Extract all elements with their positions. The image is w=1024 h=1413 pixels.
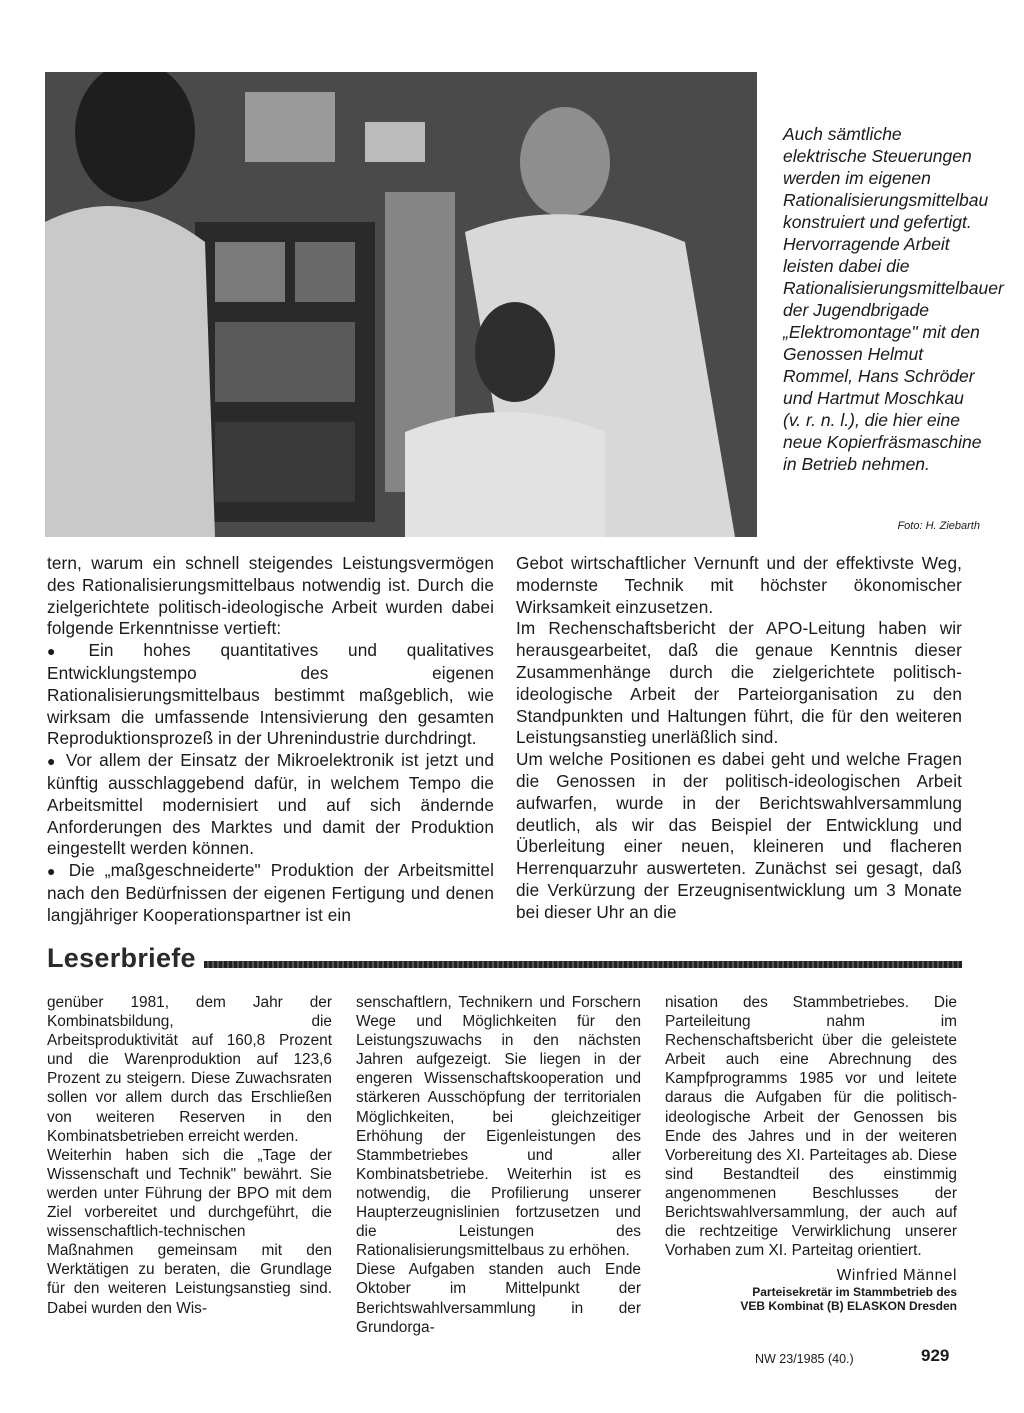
paragraph: Um welche Positionen es dabei geht und welche Fragen die Genossen in der politisch-ideologischen Arbeit aufwarfen, wurde in der Berichtswahlversammlung deutlich, als wir das Beispiel der Entwicklung und Überleitung einer neuen, kleineren und flacheren Herrenquarzuhr auswerteten. Zunächst sei gesagt, daß die Verkürzung der Erzeugnisentwicklung um 3 Monate bei dieser Uhr an die <box>516 749 962 922</box>
signature-role: VEB Kombinat (B) ELASKON Dresden <box>740 1299 957 1314</box>
signature-name: Winfried Männel <box>836 1267 957 1285</box>
paragraph: Diese Aufgaben standen auch Ende Oktober im Mittelpunkt der Berichtswahlversammlung in der Grundorga- <box>356 1261 641 1336</box>
paragraph: senschaftlern, Technikern und Forschern Wege und Möglichkeiten für den Leistungszuwachs in den nächsten Jahren aufgezeigt. Sie liegen in der engeren Wissenschaftskooperation und stärkeren Ausschöpfung der territorialen Möglichkeiten, bei gleichzeitiger Erhöhung der Eigenleistungen des Stammbetriebes und aller Kombinatsbetriebe. Weiterhin ist es notwendig, die Profilierung unserer Haupterzeugnislinien fortzusetzen und die Leistungen des Rationalisierungsmittelbaus zu erhöhen. <box>356 994 641 1260</box>
section-rule <box>204 961 962 968</box>
bullet-text: Ein hohes quantitatives und qualitatives Entwicklungstempo des eigenen Rationalisierungsmittelbaus bestimmt maßgeblich, wie wirksam die umfassende Intensivierung den gesamten Reproduktionsprozeß in der Uhrenindustrie durchdringt. <box>47 640 494 749</box>
article-column-left <box>47 553 494 927</box>
bullet-text: Vor allem der Einsatz der Mikroelektronik ist jetzt und künftig ausschlaggebend dafür, in welchem Tempo die Arbeitsmittel modernisiert und auf sich ändernde Anforderungen des Marktes und damit der Produktion eingestellt werden können. <box>47 750 494 859</box>
article-photo <box>45 72 757 537</box>
photo-caption: Auch sämtliche elektrische Steuerungen werden im eigenen Rationalisierungsmittelbau konstruiert und gefertigt. Hervorragende Arbeit leisten dabei die Rationalisierungsmittelbauer der Jugendbrigade „Elektromontage" mit den Genossen Helmut Rommel, Hans Schröder und Hartmut Moschkau (v. r. n. l.), die hier eine neue Kopierfräsmaschine in Betrieb nehmen. <box>783 124 1004 474</box>
bullet-paragraph <box>47 640 494 750</box>
photo-workers-at-control-cabinet-icon <box>45 72 757 537</box>
section-header <box>47 938 962 978</box>
letters-column-3 <box>665 993 957 1313</box>
paragraph: nisation des Stammbetriebes. Die Parteileitung nahm im Rechenschaftsbericht über die geleistete Arbeit auch eine Abrechnung des Kampfprogramms 1985 vor und leitete daraus die Aufgaben für die politisch-ideologische Arbeit der Genossen bis Ende des Jahres und in der weiteren Vorbereitung des XI. Parteitages ab. Diese sind Bestandteil des einstimmig angenommenen Beschlusses der Berichtswahlversammlung, der auch auf die rechtzeitige Verwirklichung unserer Vorhaben zum XI. Parteitag orientiert. <box>665 994 957 1260</box>
paragraph: genüber 1981, dem Jahr der Kombinatsbildung, die Arbeitsproduktivität auf 160,8 Prozent und die Warenproduktion auf 123,6 Prozent zu steigern. Diese Zuwachsraten sollen vor allem durch das Erschließen von weiteren Reserven in den Kombinatsbetrieben erreicht werden. <box>47 994 332 1145</box>
photo-credit: Foto: H. Ziebarth <box>897 520 980 532</box>
letters-column-1 <box>47 993 332 1318</box>
section-title: Leserbriefe <box>47 942 196 973</box>
signature-role: Parteisekretär im Stammbetrieb des <box>752 1285 957 1300</box>
paragraph: Im Rechenschaftsbericht der APO-Leitung haben wir herausgearbeitet, daß die genaue Kenntnis dieser Zusammenhänge durch die zielgerichtete politisch-ideologische Arbeit der Parteiorganisation zu den Standpunkten und Haltungen führt, die für den weiteren Leistungsanstieg unerläßlich sind. <box>516 618 962 748</box>
paragraph: tern, warum ein schnell steigendes Leistungsvermögen des Rationalisierungsmittelbaus notwendig ist. Durch die zielgerichtete politisch-ideologische Arbeit wurden dabei folgende Erkenntnisse vertieft: <box>47 553 494 639</box>
page-number: 929 <box>921 1346 950 1365</box>
paragraph: Gebot wirtschaftlicher Vernunft und der effektivste Weg, modernste Technik mit höchster ökonomischer Wirksamkeit einzusetzen. <box>516 553 962 617</box>
bullet-paragraph <box>47 750 494 860</box>
article-column-right <box>516 553 962 924</box>
bullet-paragraph <box>47 860 494 926</box>
issue-label: NW 23/1985 (40.) <box>755 1352 854 1366</box>
paragraph: Weiterhin haben sich die „Tage der Wissenschaft und Technik" bewährt. Sie werden unter Führung der BPO mit dem Ziel vorbereitet und durchgeführt, die wissenschaftlich-technischen Maßnahmen gemeinsam mit den Werktätigen zu beraten, die Grundlage für den weiteren Leistungsanstieg sind. Dabei wurden den Wis- <box>47 1146 332 1317</box>
letters-column-2 <box>356 993 641 1337</box>
bullet-text: Die „maßgeschneiderte" Produktion der Arbeitsmittel nach den Bedürfnissen der eigenen Fertigung und denen langjähriger Kooperationspartner ist ein <box>47 860 494 925</box>
